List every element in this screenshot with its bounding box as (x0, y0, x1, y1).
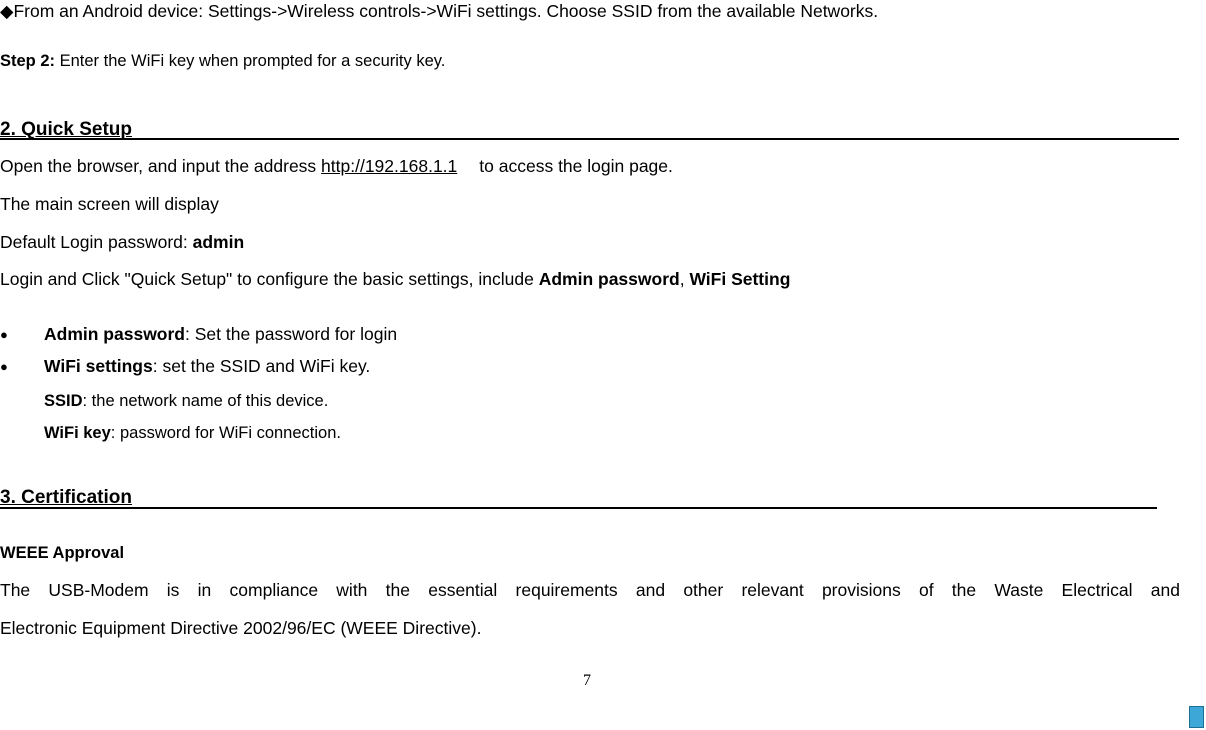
bullet-icon: ● (0, 359, 8, 374)
login-address-link[interactable]: http://192.168.1.1 (321, 156, 458, 176)
weee-paragraph-line2: Electronic Equipment Directive 2002/96/EC (WEEE Directive). (0, 618, 482, 638)
bullet-item-admin-password: Admin password: Set the password for login (44, 324, 398, 344)
subitem-ssid: SSID: the network name of this device. (44, 392, 329, 410)
weee-title: WEEE Approval (0, 544, 125, 562)
bullet-item-wifi-settings: WiFi settings: set the SSID and WiFi key. (44, 356, 371, 376)
main-screen-line: The main screen will display (0, 194, 219, 214)
diamond-bullet-icon: ◆ (0, 1, 14, 21)
step2-line: Step 2: Enter the WiFi key when prompted for a security key. (0, 52, 446, 70)
android-instruction: ◆From an Android device: Settings->Wireless controls->WiFi settings. Choose SSID from the available Networks. (0, 1, 879, 21)
login-quick-setup-line: Login and Click "Quick Setup" to configure the basic settings, include Admin password, WiFi Setting (0, 269, 791, 289)
certification-underline (0, 507, 1157, 509)
bullet-icon: ● (0, 327, 8, 342)
quick-setup-heading: 2. Quick Setup (0, 119, 132, 140)
default-password-line: Default Login password: admin (0, 232, 245, 252)
weee-paragraph-line1: The USB-Modem is in compliance with the essential requirements and other relevant provisions of the Waste Electrical and (0, 580, 1180, 600)
scroll-corner-widget[interactable] (1189, 706, 1204, 728)
subitem-wifi-key: WiFi key: password for WiFi connection. (44, 424, 341, 442)
step2-label: Step 2: (0, 52, 56, 70)
default-password-value: admin (192, 232, 245, 252)
page-number: 7 (583, 672, 591, 689)
open-browser-line: Open the browser, and input the address http://192.168.1.1 to access the login page. (0, 156, 673, 176)
quick-setup-underline (0, 138, 1179, 140)
certification-heading: 3. Certification (0, 487, 132, 508)
